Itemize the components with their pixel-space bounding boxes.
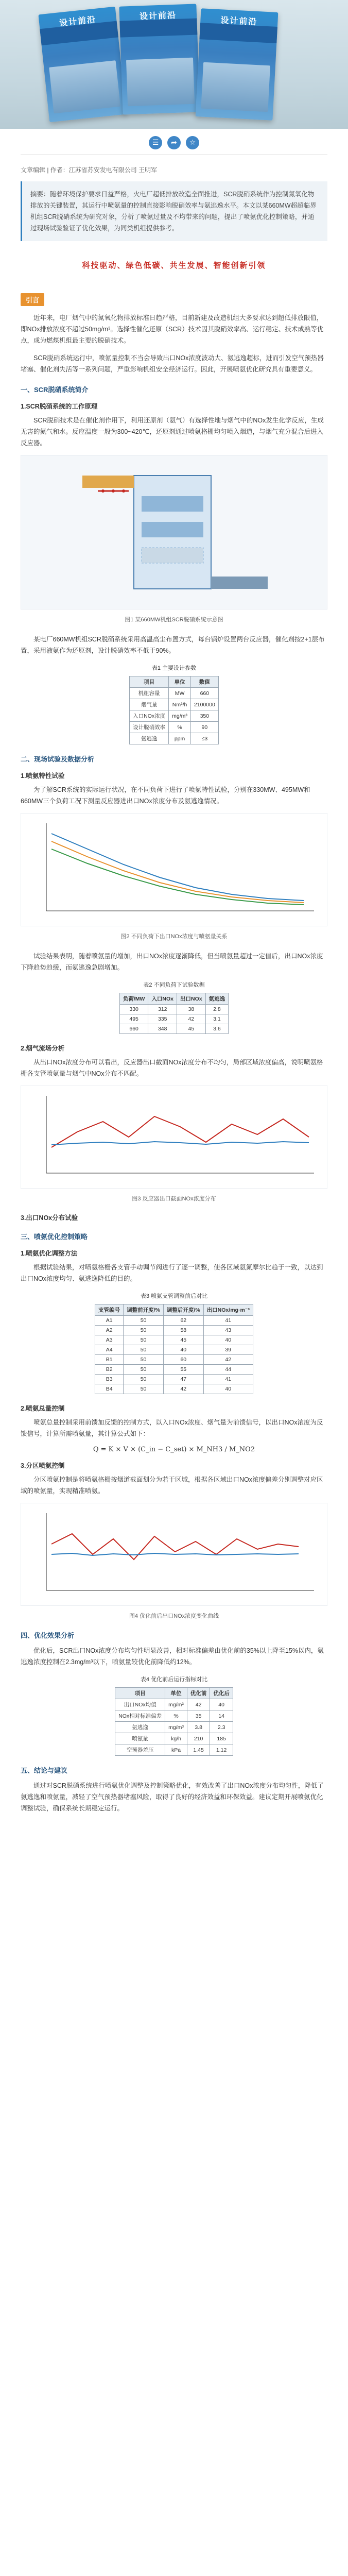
- outlet-duct: [211, 577, 268, 589]
- table-cell: 烟气量: [130, 699, 169, 710]
- table-cell: 50: [124, 1355, 164, 1365]
- table-cell: 50: [124, 1375, 164, 1384]
- table-header-cell: 单位: [165, 1688, 187, 1699]
- design-params-table: [129, 676, 219, 744]
- table-cell: 60: [163, 1355, 203, 1365]
- table-cell: 44: [203, 1365, 253, 1375]
- table-cell: %: [169, 722, 191, 733]
- table-cell: 41: [203, 1316, 253, 1326]
- paragraph: 分区喷氨控制是将喷氨格栅按烟道截面划分为若干区域，根据各区域出口NOx浓度偏差分别调整对应区域的喷氨量，实现精准喷氨。: [21, 1476, 323, 1495]
- table-cell: 2.3: [210, 1722, 233, 1733]
- table-cell: B3: [95, 1375, 124, 1384]
- subsection-title: 1.喷氨优化调整方法: [21, 1250, 78, 1257]
- table-cell: 55: [163, 1365, 203, 1375]
- table-cell: 40: [210, 1699, 233, 1710]
- section-title: 一、SCR脱硝系统简介: [21, 386, 89, 394]
- table-cell: 40: [203, 1335, 253, 1345]
- section-title: 三、喷氨优化控制策略: [21, 1233, 88, 1241]
- table-header-cell: 优化前: [187, 1688, 210, 1699]
- magazine-cover: [38, 7, 126, 123]
- table-cell: 210: [187, 1733, 210, 1744]
- table-cell: 40: [203, 1384, 253, 1394]
- table-row: [115, 1733, 233, 1744]
- share-icon[interactable]: ➦: [167, 136, 181, 149]
- table-cell: 495: [119, 1014, 148, 1024]
- figure-caption: 图2 不同负荷下出口NOx浓度与喷氨量关系: [120, 934, 228, 940]
- table-row: [95, 1365, 253, 1375]
- table-caption: 表4 优化前后运行指标对比: [140, 1676, 208, 1683]
- table-cell: %: [165, 1710, 187, 1722]
- paragraph: 试验结果表明，随着喷氨量的增加，出口NOx浓度逐渐降低，但当喷氨量超过一定值后，出口NOx浓度下降趋势趋缓，而氨逃逸急剧增加。: [21, 953, 323, 971]
- catalyst-layer-spare: [142, 548, 203, 563]
- table-cell: 348: [148, 1024, 177, 1034]
- table-cell: 50: [124, 1365, 164, 1375]
- subsection-title: 1.喷氨特性试验: [21, 772, 65, 779]
- table-row: [130, 699, 219, 710]
- paragraph: 为了解SCR系统的实际运行状况，在不同负荷下进行了喷氨特性试验，分别在330MW、495MW和660MW三个负荷工况下测量反应器进出口NOx浓度分布及氨逃逸情况。: [21, 786, 310, 805]
- table-cell: mg/m³: [169, 710, 191, 722]
- paragraph: 根据试验结果，对喷氨格栅各支管手动调节阀进行了逐一调整，使各区域氨氮摩尔比趋于一致，以达到出口NOx浓度均匀、氨逃逸降低的目的。: [21, 1264, 323, 1282]
- table-header-cell: 项目: [115, 1688, 165, 1699]
- table-cell: 43: [203, 1326, 253, 1335]
- table-cell: 喷氨量: [115, 1733, 165, 1744]
- table-cell: 机组容量: [130, 688, 169, 699]
- slogan-banner: [0, 260, 348, 270]
- table-cell: B2: [95, 1365, 124, 1375]
- table-header-cell: 出口NOx: [177, 993, 206, 1005]
- table-cell: Nm³/h: [169, 699, 191, 710]
- subsection-title: 3.分区喷氨控制: [21, 1462, 65, 1469]
- table-cell: 氨逃逸: [130, 733, 169, 744]
- table-row: [95, 1345, 253, 1355]
- byline: 文章编辑 | 作者：江苏省苏安发电有限公司 王明军: [21, 166, 158, 174]
- section-title: 四、优化效果分析: [21, 1632, 75, 1639]
- subsection-title: 2.喷氨总量控制: [21, 1405, 65, 1412]
- table-cell: 氨逃逸: [115, 1722, 165, 1733]
- table-cell: A2: [95, 1326, 124, 1335]
- paragraph: 从出口NOx浓度分布可以看出，反应器出口截面NOx浓度分布不均匀，局部区域浓度偏高，说明喷氨格栅各支管喷氨量与烟气中NOx分布不匹配。: [21, 1059, 323, 1077]
- table-cell: 660: [119, 1024, 148, 1034]
- table-row: [130, 688, 219, 699]
- table-cell: 38: [177, 1005, 206, 1014]
- table-cell: NOx相对标准偏差: [115, 1710, 165, 1722]
- intro-tag: 引言: [21, 293, 44, 306]
- table-cell: B1: [95, 1355, 124, 1365]
- table-cell: 入口NOx浓度: [130, 710, 169, 722]
- table-caption: 表3 喷氨支管调整前后对比: [140, 1293, 208, 1299]
- table-cell: 3.1: [205, 1014, 229, 1024]
- table-cell: 42: [187, 1699, 210, 1710]
- table-cell: 39: [203, 1345, 253, 1355]
- table-cell: 出口NOx均值: [115, 1699, 165, 1710]
- table-cell: 3.8: [187, 1722, 210, 1733]
- figure-caption: 图1 某660MW机组SCR脱硝系统示意图: [125, 617, 223, 623]
- table-cell: 47: [163, 1375, 203, 1384]
- cover-title: 设计前沿: [59, 15, 97, 28]
- hero-banner: [0, 0, 348, 129]
- table-row: [130, 722, 219, 733]
- table-cell: 50: [124, 1335, 164, 1345]
- table-cell: 58: [163, 1326, 203, 1335]
- table-cell: 350: [190, 710, 218, 722]
- paragraph: 某电厂660MW机组SCR脱硝系统采用高温高尘布置方式，每台锅炉设置两台反应器，催化剂按2+1层布置，采用液氨作为还原剂，设计脱硝效率不低于90%。: [21, 636, 325, 654]
- table-cell: 660: [190, 688, 218, 699]
- nox-distribution-chart: [21, 1086, 327, 1189]
- table-cell: 42: [163, 1384, 203, 1394]
- table-row: [130, 733, 219, 744]
- table-cell: mg/m³: [165, 1699, 187, 1710]
- table-cell: 90: [190, 722, 218, 733]
- table-cell: A3: [95, 1335, 124, 1345]
- table-cell: 设计脱硝效率: [130, 722, 169, 733]
- table-cell: 2.8: [205, 1005, 229, 1014]
- table-row: [119, 1005, 228, 1014]
- table-cell: 45: [163, 1335, 203, 1345]
- catalyst-layer-2: [142, 522, 203, 537]
- table-cell: mg/m³: [165, 1722, 187, 1733]
- table-cell: 50: [124, 1316, 164, 1326]
- table-caption: 表1 主要设计参数: [151, 665, 197, 671]
- table-row: [115, 1744, 233, 1756]
- inlet-duct: [82, 476, 134, 488]
- nox-vs-ammonia-chart: [21, 813, 327, 926]
- optimization-trend-chart: [21, 1503, 327, 1606]
- table-row: [130, 710, 219, 722]
- table-header-cell: 项目: [130, 676, 169, 688]
- table-cell: 50: [124, 1384, 164, 1394]
- table-cell: 35: [187, 1710, 210, 1722]
- table-header-row: [95, 1304, 253, 1316]
- table-cell: 40: [163, 1345, 203, 1355]
- figure-caption: 图3 反应器出口截面NOx浓度分布: [132, 1196, 216, 1202]
- table-cell: 42: [203, 1355, 253, 1365]
- magazine-cover: [196, 8, 279, 121]
- intro-heading: [21, 293, 327, 306]
- figure-3: [21, 1086, 327, 1202]
- subsection-title: 3.出口NOx分布试验: [21, 1214, 78, 1222]
- table-row: [115, 1710, 233, 1722]
- table-cell: kg/h: [165, 1733, 187, 1744]
- table-row: [95, 1355, 253, 1365]
- table-header-cell: 调整后开度/%: [163, 1304, 203, 1316]
- table-row: [95, 1384, 253, 1394]
- table-header-cell: 调整前开度/%: [124, 1304, 164, 1316]
- table-cell: A1: [95, 1316, 124, 1326]
- table-cell: 41: [203, 1375, 253, 1384]
- figure-2: [21, 813, 327, 940]
- paragraph: 近年来，电厂烟气中的氮氧化物排放标准日趋严格，目前新建及改造机组大多要求达到超低排放限值，即NOx排放浓度不超过50mg/m³。选择性催化还原（SCR）技术因其脱硝效率高、运行稳定、技术成熟等优点，成为燃煤机组最主要的脱硝技术。: [21, 314, 324, 344]
- table-cell: ≤3: [190, 733, 218, 744]
- figure-caption: 图4 优化前后出口NOx浓度变化曲线: [129, 1613, 219, 1619]
- table-row: [95, 1375, 253, 1384]
- table-header-cell: 负荷/MW: [119, 993, 148, 1005]
- table-cell: MW: [169, 688, 191, 699]
- menu-icon[interactable]: ☰: [149, 136, 162, 149]
- table-cell: 1.12: [210, 1744, 233, 1756]
- table-row: [115, 1722, 233, 1733]
- table-cell: 空预器差压: [115, 1744, 165, 1756]
- table-cell: kPa: [165, 1744, 187, 1756]
- cover-title: 设计前沿: [220, 16, 258, 27]
- table-cell: 42: [177, 1014, 206, 1024]
- table-cell: 1.45: [187, 1744, 210, 1756]
- table-header-cell: 数值: [190, 676, 218, 688]
- table-header-cell: 优化后: [210, 1688, 233, 1699]
- formula: Q = K × V × (C_in − C_set) × M_NH3 / M_NO2: [93, 1446, 255, 1453]
- table-cell: 14: [210, 1710, 233, 1722]
- table-caption: 表2 不同负荷下试验数据: [143, 982, 205, 988]
- paragraph: 喷氨总量控制采用前馈加反馈的控制方式，以入口NOx浓度、烟气量为前馈信号，以出口NOx浓度为反馈信号，计算所需喷氨量，其计算公式如下：: [21, 1419, 323, 1437]
- paragraph: SCR脱硝系统运行中，喷氨量控制不当会导致出口NOx浓度波动大、氨逃逸超标，进而引发空气预热器堵塞、催化剂失活等一系列问题，严重影响机组安全经济运行。因此，开展喷氨优化研究具有重要意义。: [21, 354, 324, 373]
- magazine-cover: [119, 4, 200, 114]
- abstract-box: 摘要：随着环境保护要求日益严格，火电厂超低排放改造全面推进，SCR脱硝系统作为控制氮氧化物排放的关键装置，其运行中喷氨量的控制直接影响脱硝效率与氨逃逸水平。本文以某660MW超超临界机组SCR脱硝系统为研究对象，分析了喷氨过量及不均带来的问题，提出了喷氨优化控制策略，并通过现场试验验证了优化效果，为同类机组提供参考。: [21, 181, 327, 241]
- table-row: [119, 1014, 228, 1024]
- figure-4: [21, 1503, 327, 1620]
- table-row: [95, 1326, 253, 1335]
- table-header-row: [119, 993, 228, 1005]
- indicator-compare-table: [115, 1687, 233, 1756]
- paragraph: 通过对SCR脱硝系统进行喷氨优化调整及控制策略优化，有效改善了出口NOx浓度分布均匀性，降低了氨逃逸和喷氨量，减轻了空气预热器堵塞风险，取得了良好的经济效益和环保效益。建议定期开展喷氨优化调整试验，确保系统长期稳定运行。: [21, 1782, 324, 1812]
- table-cell: 312: [148, 1005, 177, 1014]
- table-row: [119, 1024, 228, 1034]
- table-cell: 335: [148, 1014, 177, 1024]
- table-header-cell: 出口NOx/mg·m⁻³: [203, 1304, 253, 1316]
- table-header-row: [115, 1688, 233, 1699]
- article-body: [0, 312, 348, 1814]
- section-title: 五、结论与建议: [21, 1767, 68, 1774]
- table-cell: A4: [95, 1345, 124, 1355]
- table-cell: ppm: [169, 733, 191, 744]
- cover-title: 设计前沿: [139, 11, 177, 22]
- section-title: 二、现场试验及数据分析: [21, 755, 95, 763]
- figure-1: [21, 455, 327, 623]
- subsection-title: 1.SCR脱硝系统的工作原理: [21, 403, 98, 410]
- table-header-cell: 单位: [169, 676, 191, 688]
- table-row: [95, 1316, 253, 1326]
- slogan-title: 科技驱动、绿色低碳、共生发展、智能创新引领: [82, 261, 266, 270]
- table-header-cell: 支管编号: [95, 1304, 124, 1316]
- load-test-table: [119, 993, 229, 1034]
- table-header-cell: 入口NOx: [148, 993, 177, 1005]
- table-header-row: [130, 676, 219, 688]
- table-header-cell: 氨逃逸: [205, 993, 229, 1005]
- page-footer-space: [0, 1820, 348, 1882]
- table-row: [115, 1699, 233, 1710]
- star-icon[interactable]: ☆: [186, 136, 199, 149]
- table-cell: 3.6: [205, 1024, 229, 1034]
- action-icon-bar: [0, 129, 348, 155]
- table-cell: 50: [124, 1326, 164, 1335]
- table-cell: 330: [119, 1005, 148, 1014]
- paragraph: 优化后，SCR出口NOx浓度分布均匀性明显改善，相对标准偏差由优化前的35%以上降至15%以内，氨逃逸浓度控制在2.3mg/m³以下，喷氨量较优化前降低约12%。: [21, 1647, 324, 1666]
- table-cell: 50: [124, 1345, 164, 1355]
- table-cell: 2100000: [190, 699, 218, 710]
- table-cell: 45: [177, 1024, 206, 1034]
- catalyst-layer-1: [142, 496, 203, 512]
- branch-adjust-table: [95, 1304, 253, 1394]
- subsection-title: 2.烟气流场分析: [21, 1045, 65, 1052]
- paragraph: SCR脱硝技术是在催化剂作用下，利用还原剂（氨气）有选择性地与烟气中的NOx发生化学反应，生成无害的氮气和水。反应温度一般为300~420℃，还原剂通过喷氨格栅均匀喷入烟道，与烟气充分混合后进入反应器。: [21, 417, 324, 447]
- table-cell: 62: [163, 1316, 203, 1326]
- table-row: [95, 1335, 253, 1345]
- table-cell: 185: [210, 1733, 233, 1744]
- table-cell: B4: [95, 1384, 124, 1394]
- scr-system-diagram: [21, 455, 327, 609]
